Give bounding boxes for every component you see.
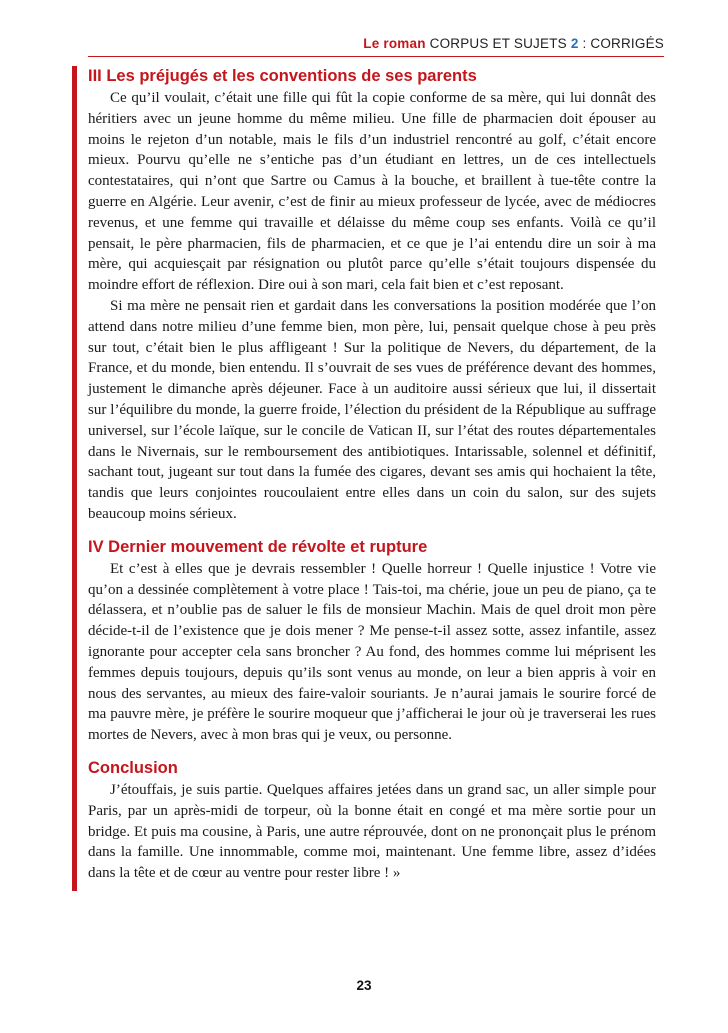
running-header — [88, 36, 664, 51]
section-heading: IV Dernier mouvement de révolte et rupture — [88, 537, 428, 556]
header-rule — [88, 56, 664, 57]
section-iv — [88, 535, 656, 746]
section-heading: III Les préjugés et les conventions de ses parents — [88, 67, 477, 85]
section-side-bar — [72, 66, 77, 891]
header-chapter-number: 2 — [570, 36, 579, 51]
header-book-title: Le roman — [363, 36, 426, 51]
paragraph: Ce qu’il voulait, c’était une fille qui fût la copie conforme de sa mère, qui lui donnât des héritiers avec un jeune homme du même milieu. Une fille de pharmacien doit épouser au moins le rejeton d’un notable, mais le fils d’un industriel rencontré au golf, c’était encore mieux. Pourvu qu’elle ne s’entiche pas d’un étudiant en lettres, un de ces intellectuels contestataires, qui n’ont que Sartre ou Camus à la bouche, et braillent à tue-tête contre la guerre en Algérie. Leur avenir, c’est de finir au mieux professeur de lycée, avec de médiocres revenus, et une femme qui travaille et délaisse du même coup ses enfants. Voilà ce qu’il pensait, le père pharmacien, fils de pharmacien, et ce que je l’ai entendu dire un soir à ma mère, qui acquiesçait par résignation ou plutôt parce qu’elle s’était toujours dispensée du moindre effort de réflexion. Dire oui à son mari, cela fait bien et c’est reposant. — [88, 90, 656, 294]
paragraph: J’étouffais, je suis partie. Quelques affaires jetées dans un grand sac, un aller simple pour Paris, par un après-midi de torpeur, où la bonne était en congé et ma mère sortie pour un bridge. Et puis ma cousine, à Paris, une autre réprouvée, dont on ne prononçait plus le prénom dans la famille. Une innommable, comme moi, maintenant. Une femme libre, assez d’idées dans la tête et de cœur au ventre pour rester libre ! » — [88, 781, 656, 882]
header-section: CORPUS ET SUJETS — [429, 36, 567, 51]
section-conclusion — [88, 756, 656, 884]
section-heading: Conclusion — [88, 758, 178, 777]
page-number: 23 — [356, 978, 372, 993]
header-subsection: : CORRIGÉS — [582, 36, 664, 51]
paragraph: Et c’est à elles que je devrais ressembler ! Quelle horreur ! Quelle injustice ! Votre vie qu’on a dessinée complètement à votre place ! Tais-toi, ma chérie, joue un peu de piano, ça te délassera, et n’oublie pas de saluer le fils de monsieur Machin. Mais de quel droit mon père décide-t-il de l’existence que je dois mener ? Me pense-t-il assez sotte, assez infantile, assez ignorante pour accepter cela sans broncher ? Au fond, des hommes comme lui méprisent les femmes depuis toujours, depuis qu’ils sont venus au monde, on leur a bien appris à voir en nous des servantes, au mieux des faire-valoir souriants. Je n’aurai jamais le sourire forcé de ma pauvre mère, je préfère le sourire moqueur que j’afficherai le jour où je traverserai les rues mortes de Nevers, avec à mon bras qui je veux, ou personne. — [88, 560, 656, 744]
page-body — [88, 64, 656, 884]
paragraph: Si ma mère ne pensait rien et gardait dans les conversations la position modérée que l’on attend dans notre milieu d’une femme bien, mon père, lui, pensait quelque chose à peu près sur tout, c’était bien le plus affligeant ! Sur la politique de Nevers, du département, de la France, et du monde, bien entendu. Il s’ouvrait de ses vues de préférence devant des hommes, justement le dimanche après déjeuner. Face à un auditoire aussi sérieux que lui, il dissertait sur l’équilibre du monde, la guerre froide, l’élection du président de la République au suffrage universel, sur l’école laïque, sur le concile de Vatican II, sur l’état des routes départementales dans le Nivernais, sur le remboursement des antibiotiques. Intarissable, solennel et définitif, sachant tout, jugeant sur tout dans la fumée des cigares, devant ses amis qui hochaient la tête, tandis que leurs conjointes roucoulaient entre elles dans un coin du salon, sur des sujets beaucoup moins sérieux. — [88, 297, 656, 522]
section-iii — [88, 64, 656, 525]
